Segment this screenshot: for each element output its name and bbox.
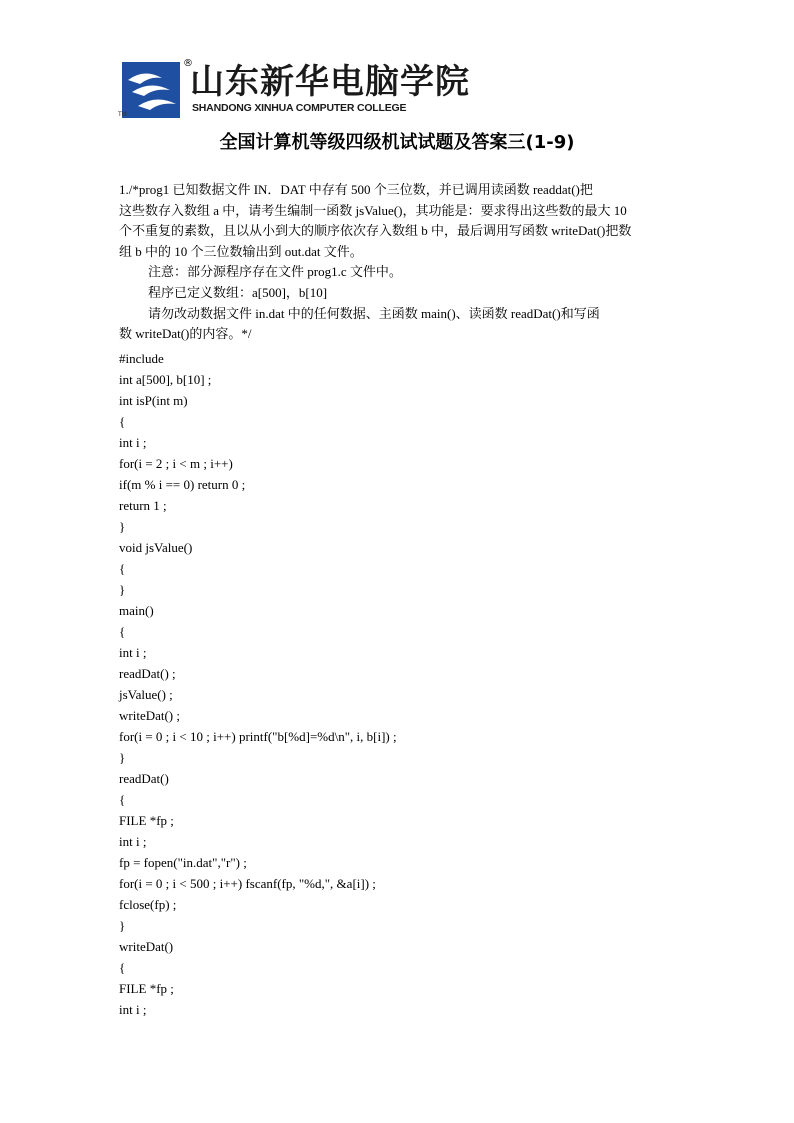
code-line: { (119, 960, 126, 975)
code-line: } (119, 918, 126, 933)
code-line: main() (119, 603, 154, 618)
logo-chinese-name: 山东新华电脑学院 (190, 62, 470, 102)
intro-line: 个不重复的素数，且以从小到大的顺序依次存入数组 b 中，最后调用写函数 writeDat()把数 (119, 223, 632, 239)
code-line: for(i = 0 ; i < 10 ; i++) printf("b[%d]=%d\n", i, b[i]) ; (119, 729, 397, 744)
code-line: jsValue() ; (119, 687, 173, 702)
code-line: } (119, 582, 126, 597)
code-line: for(i = 2 ; i < m ; i++) (119, 456, 233, 471)
note-tail: 数 writeDat()的内容。*/ (119, 326, 252, 342)
code-line: readDat() (119, 771, 169, 786)
code-line: int i ; (119, 435, 147, 450)
code-line: void jsValue() (119, 540, 193, 555)
note-line: 请勿改动数据文件 in.dat 中的任何数据、主函数 main()、读函数 readDat()和写函 (148, 305, 600, 321)
logo-trademark: TM (118, 111, 127, 118)
code-line: { (119, 414, 126, 429)
code-line: int i ; (119, 834, 147, 849)
intro-line: 组 b 中的 10 个三位数输出到 out.dat 文件。 (119, 243, 363, 259)
code-line: { (119, 624, 126, 639)
code-line: writeDat() ; (119, 708, 181, 723)
code-line: { (119, 792, 126, 807)
code-line: FILE *fp ; (119, 813, 174, 828)
code-line: int a[500], b[10] ; (119, 372, 212, 387)
code-line: if(m % i == 0) return 0 ; (119, 477, 246, 492)
code-line: int isP(int m) (119, 393, 188, 408)
code-line: #include (119, 351, 164, 366)
question-text (119, 180, 689, 345)
intro-line: 这些数存入数组 a 中，请考生编制一函数 jsValue()，其功能是：要求得出这些数的最大 10 (119, 202, 627, 218)
code-listing (119, 348, 679, 1020)
code-line: int i ; (119, 645, 147, 660)
code-line: int i ; (119, 1002, 147, 1017)
logo-english-name: SHANDONG XINHUA COMPUTER COLLEGE (192, 102, 407, 114)
page-title: 全国计算机等级四级机试试题及答案三(1-9) (219, 132, 575, 153)
code-line: FILE *fp ; (119, 981, 174, 996)
code-line: fclose(fp) ; (119, 897, 177, 912)
code-line: fp = fopen("in.dat","r") ; (119, 855, 247, 870)
code-line: return 1 ; (119, 498, 167, 513)
code-line: readDat() ; (119, 666, 176, 681)
code-line: { (119, 561, 126, 576)
college-logo (118, 58, 470, 120)
note-line: 注意：部分源程序存在文件 prog1.c 文件中。 (148, 264, 402, 280)
code-line: } (119, 519, 126, 534)
code-line: for(i = 0 ; i < 500 ; i++) fscanf(fp, "%d,", &a[i]) ; (119, 876, 376, 891)
xinhua-logo-icon (122, 62, 180, 118)
code-line: writeDat() (119, 939, 174, 954)
registered-mark: ® (183, 58, 193, 69)
code-line: } (119, 750, 126, 765)
intro-line: 1./*prog1 已知数据文件 IN．DAT 中存有 500 个三位数，并已调用读函数 readdat()把 (119, 182, 593, 197)
note-line: 程序已定义数组：a[500]，b[10] (148, 284, 328, 300)
